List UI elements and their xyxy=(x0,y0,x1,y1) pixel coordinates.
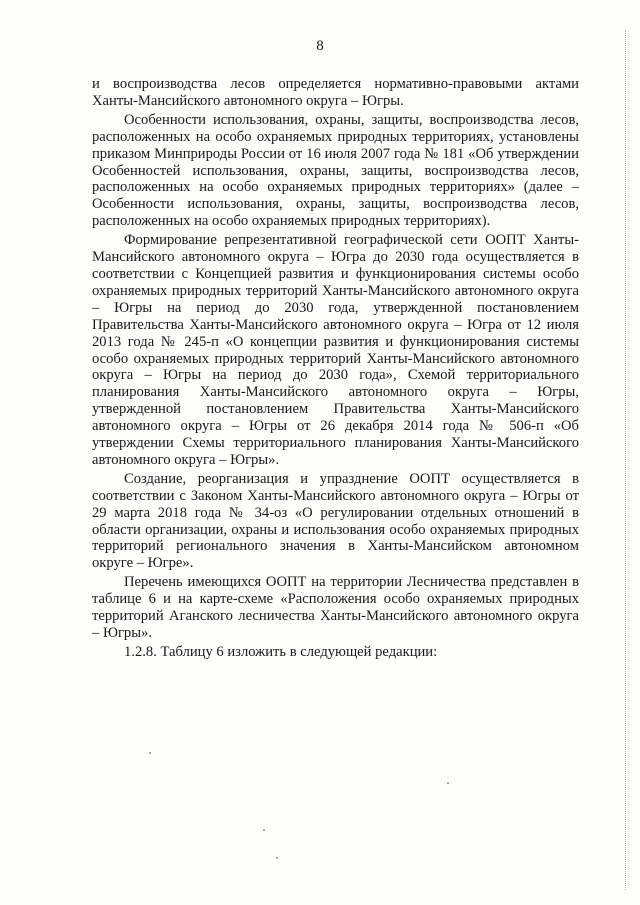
scan-speck xyxy=(263,829,265,831)
paragraph-table-instruction: 1.2.8. Таблицу 6 изложить в следующей редакции: xyxy=(124,643,438,660)
document-body xyxy=(92,76,579,663)
scan-speck xyxy=(149,752,151,754)
paragraph-continuation: и воспроизводства лесов определяется нормативно-правовыми актами Ханты-Мансийского автономного округа – Югры. xyxy=(92,76,579,109)
paragraph-creation-reorganization: Создание, реорганизация и упразднение ООПТ осуществляется в соответствии с Законом Ханты-Мансийского автономного округа – Югры от 29 марта 2018 года № 34-оз «О регулировании отдельных отношений в области организации, охраны и использования особо охраняемых природных территорий регионального значения в Ханты-Мансийском автономном округе – Югре». xyxy=(92,470,579,572)
page-number: 8 xyxy=(316,38,324,54)
paragraph-list-reference: Перечень имеющихся ООПТ на территории Лесничества представлен в таблице 6 и на карте-схеме «Расположения особо охраняемых природных территорий Аганского лесничества Ханты-Мансийского автономного округа – Югры». xyxy=(92,574,579,641)
paragraph-network-formation: Формирование репрезентативной географической сети ООПТ Ханты-Мансийского автономного округа – Югра до 2030 года осуществляется в соответствии с Концепцией развития и функционирования системы особо охраняемых природных территорий Ханты-Мансийского автономного округа – Югры на период до 2030 года, утвержденной постановлением Правительства Ханты-Мансийского автономного округа – Югра от 12 июля 2013 года № 245-п «О концепции развития и функционирования системы особо охраняемых природных территорий Ханты-Мансийского автономного округа – Югры на период до 2030 года», Схемой территориального планирования Ханты-Мансийского автономного округа – Югры, утвержденной постановлением Правительства Ханты-Мансийского автономного округа – Югры от 26 декабря 2014 года № 506-п «Об утверждении Схемы территориального планирования Ханты-Мансийского автономного округа – Югры». xyxy=(92,232,579,468)
scan-speck xyxy=(276,857,278,859)
scan-edge-artifact xyxy=(625,30,626,890)
scan-speck xyxy=(447,782,449,784)
paragraph-specifics: Особенности использования, охраны, защиты, воспроизводства лесов, расположенных на особо охраняемых природных территориях, установлены приказом Минприроды России от 16 июля 2007 года № 181 «Об утверждении Особенностей использования, охраны, защиты, воспроизводства лесов, расположенных на особо охраняемых природных территориях» (далее – Особенности использования, охраны, защиты, воспроизводства лесов, расположенных на особо охраняемых природных территориях). xyxy=(92,111,579,230)
